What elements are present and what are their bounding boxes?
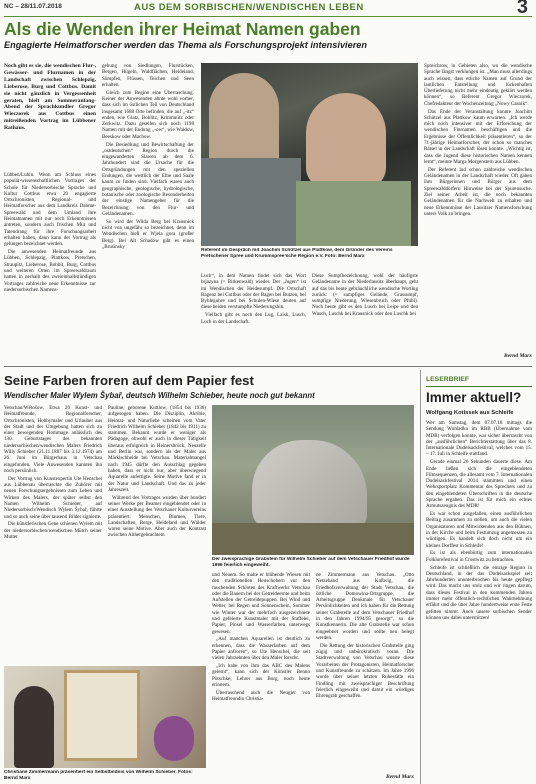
paragraph: Das Ende der Veranstaltung konnte Joachim Schützel aus Plattkow kaum erwarten. „Ich werde mich noch intensiver mit der Erforschung der wendischen Flurnamen beschäftigen und die Ergebnisse der Öffentlichkeit präsentieren“, so der 71-jährige Heimatforscher, der schon so manches Rätsel in der Landschaft lösen konnte. „Wichtig ist, dass die Jugend diese historischen Namen kennen lernt“, meinte Marga Morgenstern aus Lübben.: [424, 108, 532, 165]
paragraph: „Auf manchen Aquarellen ist deutlich zu erkennen, dass die Wasserfarben auf dem Papier anfroren“, so Ute Henschel, die seit vielen Jahrzehnten über den Maler forscht.: [212, 636, 310, 662]
article1-col5: [424, 63, 532, 353]
photo-stone: [252, 440, 367, 530]
article2-subheadline: Wendischer Maler Wylem Šybař, deutsch Wilhelm Schieber, heute noch gut bekannt: [4, 391, 315, 400]
article2-signature: Bernd Marx: [386, 774, 414, 780]
photo3-caption: Christiane Zimmermann präsentiert ein Selbstbildnis von Wilhelm Schieber. Fotos: Bernd Marx: [4, 770, 193, 781]
article1-col1: [4, 172, 96, 360]
paragraph: Überraschend auch die Neugier von Heimatfreundin Christia-: [212, 689, 310, 703]
article2-col1: [4, 405, 102, 663]
paragraph: Die künstlerischen Gene schienen Wylem mit der niedersorbischen/wendischen Mütch seiner Mutter: [4, 521, 102, 540]
paragraph: Vielfach gibt es noch den Lug, Laisk, Lusch, Luch in der Landschaft.: [201, 312, 306, 325]
sidebar-author: Wolfgang Kotissek aus Schleife: [426, 410, 514, 416]
sidebar-headline: Immer aktuell?: [426, 390, 522, 405]
photo-self-portrait: [4, 666, 206, 768]
paragraph: Die anwesenden Heimatfreunde aus Lübben, Schlepzig, Plattkow, Pretschen, Straupitz, Lieberose, Bobbit, Burg, Cottbus und weiteren Orten im Spreewaldraum hatten in nerhalb des zweieinhalbstündigen Vortrages zahlreiche neue Erkenntnisse zur niedersorbischen Namens-: [4, 249, 96, 293]
photo-flowers: [154, 716, 194, 761]
article1-col2: [102, 63, 194, 360]
article2-col2: [108, 405, 206, 663]
page-header: [4, 0, 532, 17]
paragraph: Die Rettung der historischen Grabstelle ging zügig und unbürokratisch voran. Die Stadtverwaltung von Vetschau wusste diese Vorarbeiten der Protagonisten, Heimatforscher und Kunstfreunde zu schätzen. Im Jahre 1996 wurde über seiner letzten Ruhestätte ein Findling mit zweisprachiger Beschriftung feierlich eingeweiht und damit ein würdiges Ehrengrab geschaffen.: [316, 642, 414, 700]
photo2-caption: Der zweisprachige Grabstein für Wilhelm Schieber auf dem Vetschauer Friedhof wurde 1996 feierlich eingeweiht.: [212, 557, 410, 568]
paragraph: ne Zimmermann aus Vetschau. „Otto Netzeband aus Koßwig, die Friedhofsverwaltung der Stadt Vetschau, die örtliche Domowina-Ortsgruppe, die Arbeitsgruppe Denkmale für Vetschauer Persönlichkeiten und ich haben für die Rettung seiner Grabstelle auf dem Vetschauer Friedhof in den Jahren 1994/95 gesorgt“, so die Kunstkennerin. Die alte Grabstelle war schon eingeebnet worden und sollte neu belegt werden.: [316, 572, 414, 641]
paragraph: Vetschau/Wětošow. Etwa 20 Kunst- und Heimatfreunde, Regionalforscher, Ortschronisten, Hobbymaler und Urlauber aus der Stadt und der Umgebung hatten sich zu einer bewegenden Hommage anlässlich des 130. Geburtstages des bekannten niedersorbischen/wendischen Malers Friedrich Willy Schieber (21.11.1887 bis 3.12.1974) am 26. Juni im Bürgerhaus in Vetschau eingefunden. Viele Anwesenden kannten ihn noch persönlich.: [4, 405, 102, 474]
article2-col3: [212, 572, 310, 784]
page-number: 3: [516, 0, 528, 18]
article1-col4: [312, 273, 418, 361]
article1-headline: Als die Wenden ihrer Heimat Namen gaben: [4, 19, 361, 39]
paragraph: So wird der Wilda Berg bei Krausnick nicht von ungefähr so bezeichnet, denn im Wendischen hieß er Wjela gora (großer Berg). Bei Alt Schadow gibt es einen „Bruśinsky: [102, 218, 194, 250]
paragraph: Lübben/Lubin. Wenn am Schluss eines populär-wissenschaftlichen Vortrages der Schule für Niedersorbische Sprache und Kultur Cottbus etwa 20 engagierte Ortschronisten, Regional- und Heimatforscher aus dem Landkreis Dahme-Spreewald und dem Umland ihre Heimatnamen mit nur noch Erkenntnissen antreten, sondern auch frischen Mut und Tatendrang für ihre Forschungsarbeit erhalten haben, dann kann der Vortrag als gelungen bezeichnet werden.: [4, 172, 96, 248]
sidebar-text: [426, 420, 532, 782]
article1-subheadline: Engagierte Heimatforscher werden das Thema als Forschungsprojekt intensivieren: [4, 40, 368, 50]
paragraph: Während des Vortrages wurden über hundert seiner Werke per Beamer eingeblendet oder in einer Ausstellung des Vetschauer Kulturvereins präsentiert. Menschen, Blumen, Tiere, Landschaften, Berge, Heideland und Wälder waren seine Motive. Aber auch der Kontrast zwischen Althergebrachtem: [108, 494, 206, 539]
paragraph: Gleich zum Beginn eine Überraschung. Keiner der Anwesenden ahnte wohl vorher, dass sich im östlichen Teil von Deutschland insgesamt 1688 Orte befinden, die auf „-itz“ enden, wie Glatz, Boblitz, Krimmnitz oder Zerkwitz. Dazu gesellen sich noch 1198 Namen mit der Endung „-ow“, wie Waldow, Beeskow oder Machow.: [102, 89, 194, 140]
divider: [4, 366, 532, 367]
paragraph: Diese Sumpfbezeichnung, wohl der häufigste Geländename in der Niederlausitz überhaupt, geht auf das bis heute gebräuchliche wendische Wortług zurück: (= sumpfiges Gelände, Grassumpf, sumpfige Niederung, Wiesenbruch oder Pfuhl). Noch heute gibt es den Lusch bei Leipe und den Wusch, Luschk bei Krausnick oder den Luschk bei: [312, 273, 418, 317]
paragraph: Es ist als ebenbürtig zum internationalen Folklorefestival in Crostwitz zu betrachten.: [426, 550, 532, 563]
photo-gravestone: [212, 405, 414, 555]
paragraph: „Ich habe von ihm das ABC des Malens gelernt“, kann sich der Künstler Benno Pötschke, Lehrer aus Burg, noch heute erinnern.: [212, 663, 310, 689]
paragraph: Der Referent lud schon zahlreiche wendischen Geländenamen in der Landschaft wieder. Oft gaben ihm Bürgerinnen und Bürger aus dem Spreewalddörfern Hinweise bei der Spurensuche. Ziel seiner Arbeit ist, die noch bekannten Geländenamen für die Nachwelt zu erhalten und neue Erkenntnisse der Lausitzer Namensforschung unters Volk zu bringen.: [424, 166, 532, 217]
photo-referent-conversation: [201, 63, 418, 246]
paragraph: Wer am Samstag, dem 07.07.18 mittags die Sendung Wuhladko im RBB (Übernahme vom MDR) verfolgen konnte, war sicher überrascht von der „ausführlichen“ Berichterstattung über das 8. Internationale Dudelsackfestival, welches vom 15. – 17. Juli in Schleife stattfand.: [426, 420, 532, 458]
article1-signature: Bernd Marx: [504, 353, 532, 359]
photo-figure-right-body: [296, 181, 411, 246]
paragraph: Spreichrow, in Gebieten also, wo die wendische Sprache längst verklungen ist. „Man muss allerdings auch wissen, dass etliche Namen auf Grund der lautlichen Entstellung und lückenhaften Überlieferung nicht mehr eindeutig geklärt werden können“, so Referent Gregor Wieczorek, Chefredakteur der Wochenzeitung „Nowy Casnik“.: [424, 63, 532, 107]
paragraph: Schleife ist schließlich die einzige Region in Deutschland, in der das Dudelsackspiel seit Jahrhunderten ununterbrochen bis heute gepflegt wird. Das macht uns stolz und wir ringen darum, dass dieses Festival in den kommenden Jahren immer mehr öffentlich-rechtlichen Wahrnehmung erfährt und die über Jahre hundertweise erste Feste gelitten nimmt. Auch unsere sorbischen Sender können uns dabei unterstützen!: [426, 564, 532, 621]
article1-lead: Noch gibt es sie, die wendischen Flur-, Gewässer- und Flurnamen in der Landschaft zwischen Schlepzig, Lieberose, Burg und Cottbus. Damit sie nicht gänzlich in Vergessenheit geraten, hielt am Sommeranfang-Abend der Sprachkundler Gregor Wieczorek aus Cottbus einen mitreißenden Vortrag im Lübbener Rathaus.: [4, 63, 96, 132]
section-title: AUS DEM SORBISCHEN/WENDISCHEN LEBEN: [134, 2, 364, 13]
paragraph: Pauline, geborene Kuttlow, (1854 bis 1936) aufgesogen haben. Die Disziplin, Akribie, Heimat- und Naturliebe scheinen vom Vater Friedrich Wilhelm Schieber (1842 bis 1911) zu stammen. Bekannt wurde er weniger als Pädagoge, obwohl er auch in dieser Tätigkeit überaus erfolgreich in Heinersbrück, Neuzelle und Berlin war, sondern als der Maler aus Märkischheide bei Vetschau. Materialmangel nach 1945 dürfte den Ausschlag gegeben haben, dass er nicht nur, aber überwiegend Aquarelle anfertigte. Seine Motive fand er in der Natur und Landschaft. Und das zu jeder Jahreszeit.: [108, 405, 206, 493]
photo-painting: [64, 670, 140, 761]
photo-ground: [212, 523, 414, 555]
paragraph: Die Besiedlung und Bewirtschaftung der „ostdeutschen“ Region durch die eingewanderten Slawen ab dem 6. Jahrhundert sind die Ursache für die Ortsgründungen mit den speziellen Endungen, die westlich der Elbe und Saale kaum zu finden sind. Vielfach waren auch geographische, geologische, hydrologische, botanische oder zoologische Besonderheiten der einstige Namengeber für die Bezeichnung von den Flur- und Geländenamen.: [102, 141, 194, 217]
paragraph: Der Vortrag von Kunstexpertin Ute Henschel aus Lübbenau überraschte die Zuhörer mit neuen Forschungsergebnissen zum Leben und Wirken des Malers, der später selbst den Namen Wilhelm Schieber, auf Niedersorbisch/Wendisch Wylem Šybař, führte und so auch seine über tausend Bilder signierte.: [4, 475, 102, 520]
photo-woman: [14, 686, 54, 768]
paragraph: gebung von Siedlungen, Flurstücken, Bergen, Hügeln, Waldflächen, Heideland, Sümpfen, Flüssen, Teichen und Seen erhalten.: [102, 63, 194, 88]
photo-figure-left-body: [201, 158, 301, 246]
article2-headline: Seine Farben froren auf dem Papier fest: [4, 373, 254, 388]
sidebar-label: LESERBRIEF: [426, 376, 470, 383]
paragraph: Luch“, in dem Namen findet sich das Wort brjazyna (= Birkenwald) wieder. Der „Jugen“ ist im Wendischen der Heidesumpf. Die Ortschaft Bagenz bei Cottbus oder der Bagen bei Butzen, bei Byhleguhre und bei Schulen-Wiese deuten auf diese beiden verstumpfte Niederungshin.: [201, 273, 306, 311]
issue-date: NC – 28/11.07.2018: [4, 3, 62, 10]
article2-col4: [316, 572, 414, 772]
photo-figure-right: [306, 93, 386, 188]
paragraph: Es war schon ausgefallen, einen ausführlichen Beitrag zusammen zu stellen, um auch die vielen Organisatoren und Mitwirkenden aus den Bühnen, in der Kirche und beim Festumzug angemessen zu würdigen. Es handelt sich doch nicht um ein kleines Dorffest in Schleife!: [426, 511, 532, 549]
article1-col3: [201, 273, 306, 361]
paragraph: Gerade einmal 26 Sekunden dauerte diese. Am Ende ließen sich die eingeblendeten Filmsequenzen, die allesamt vom 7. Internationalen Dudelsackfestival 2014 stammten und einen Wehrsportplatz Kommentar des Sprechers und zu den eingeblendeten Überschriften in die deutsche Sprache ergaben. Das ist für mich ein echtes Armutszeugnis des MDR!: [426, 459, 532, 510]
sidebar-label-rule: [426, 386, 532, 387]
sidebar-rule: [420, 370, 421, 784]
photo1-caption: Referent im Gespräch mit Joachim Schützel aus Plattkow, dem Gründer des Vereins Pretschener Spree und Krummspree’sche Region e.V. Foto: Bernd Marx: [201, 248, 393, 259]
paragraph: und Neuem. So malte er blühende Wiesen mit den traditionellen Heuschobern vor den rauchenden Schloten des Kraftwerks Vetschau oder die Bauern bei der Getreideernte und beim Aufstellen der Getreidepuppen. Bei Wind und Wetter, bei Regen und Sonnenschein, Sommer wie Winter war der mehrfach ausgezeichnete und gefeierte Kunstmaler mit der Staffelei, Papier, Pinsel und Wasserfarben unterwegs gewesen.: [212, 572, 310, 635]
